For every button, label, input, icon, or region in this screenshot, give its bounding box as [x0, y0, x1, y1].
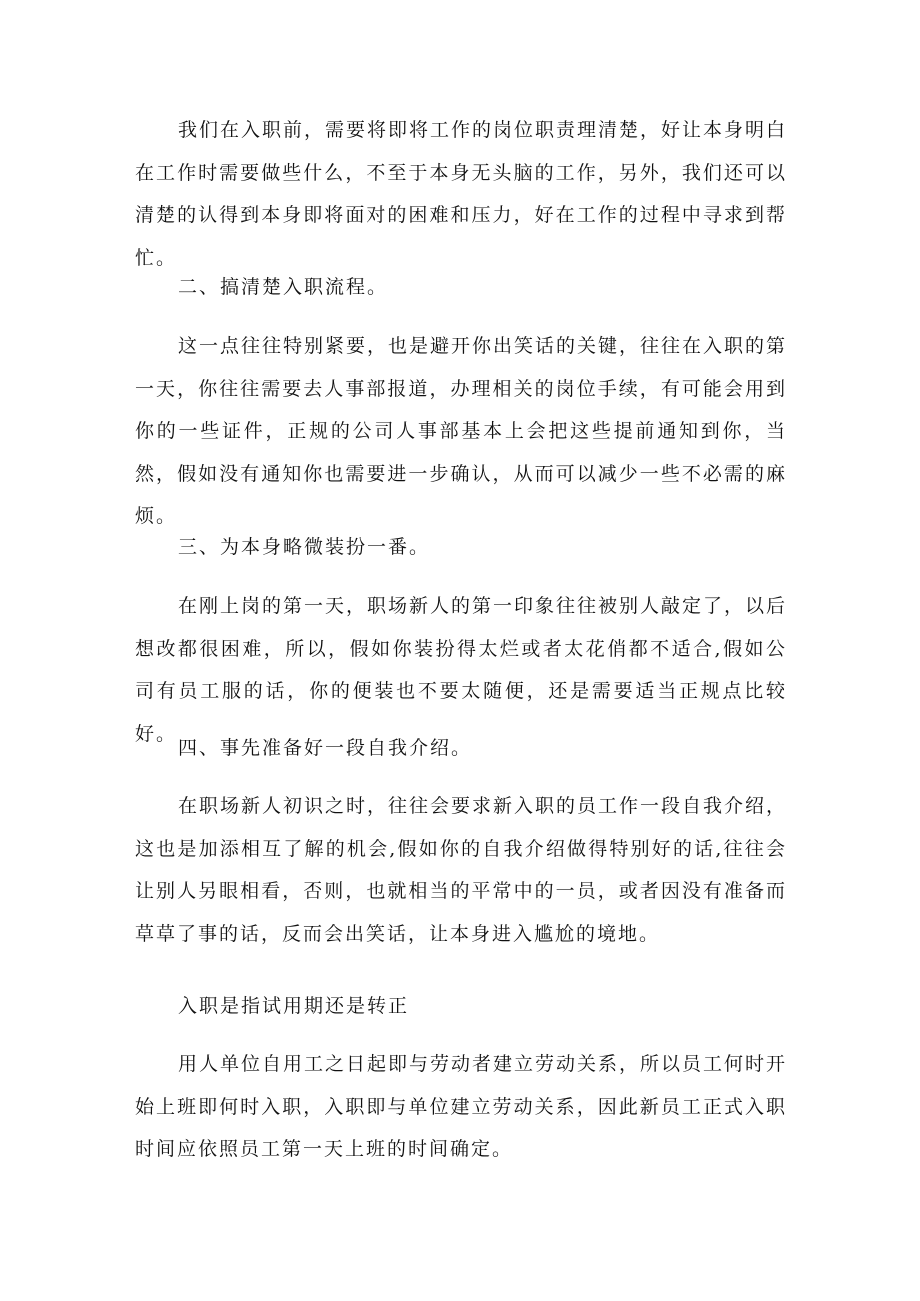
heading-dress-up: 三、为本身略微装扮一番。 [178, 536, 431, 558]
heading-probation-or-regular: 入职是指试用期还是转正 [178, 995, 410, 1017]
heading-onboarding-process: 二、搞清楚入职流程。 [178, 276, 389, 298]
paragraph-onboarding-process: 这一点往往特别紧要，也是避开你出笑话的关键，往往在入职的第一天，你往往需要去人事部报道，办理相关的岗位手续，有可能会用到你的一些证件，正规的公司人事部基本上会把这些提前通知到你，当然，假如没有通知你也需要进一步确认，从而可以减少一些不必需的麻烦。 [135, 335, 788, 527]
paragraph-dress-up: 在刚上岗的第一天，职场新人的第一印象往往被别人敲定了，以后想改都很困难，所以，假如你装扮得太烂或者太花俏都不适合,假如公司有员工服的话，你的便装也不要太随便，还是需要适当正规点比较好。 [135, 595, 788, 745]
paragraph-self-introduction: 在职场新人初识之时，往往会要求新入职的员工作一段自我介绍，这也是加添相互了解的机会,假如你的自我介绍做得特别好的话,往往会让别人另眼相看，否则，也就相当的平常中的一员，或者因没有准备而草草了事的话，反而会出笑话，让本身进入尴尬的境地。 [135, 795, 788, 945]
paragraph-start-date: 用人单位自用工之日起即与劳动者建立劳动关系，所以员工何时开始上班即何时入职，入职即与单位建立劳动关系，因此新员工正式入职时间应依照员工第一天上班的时间确定。 [135, 1053, 788, 1160]
heading-self-introduction: 四、事先准备好一段自我介绍。 [178, 737, 473, 759]
paragraph-job-duties: 我们在入职前，需要将即将工作的岗位职责理清楚，好让本身明白在工作时需要做些什么，不至于本身无头脑的工作，另外，我们还可以清楚的认得到本身即将面对的困难和压力，好在工作的过程中寻求到帮忙。 [135, 119, 788, 269]
